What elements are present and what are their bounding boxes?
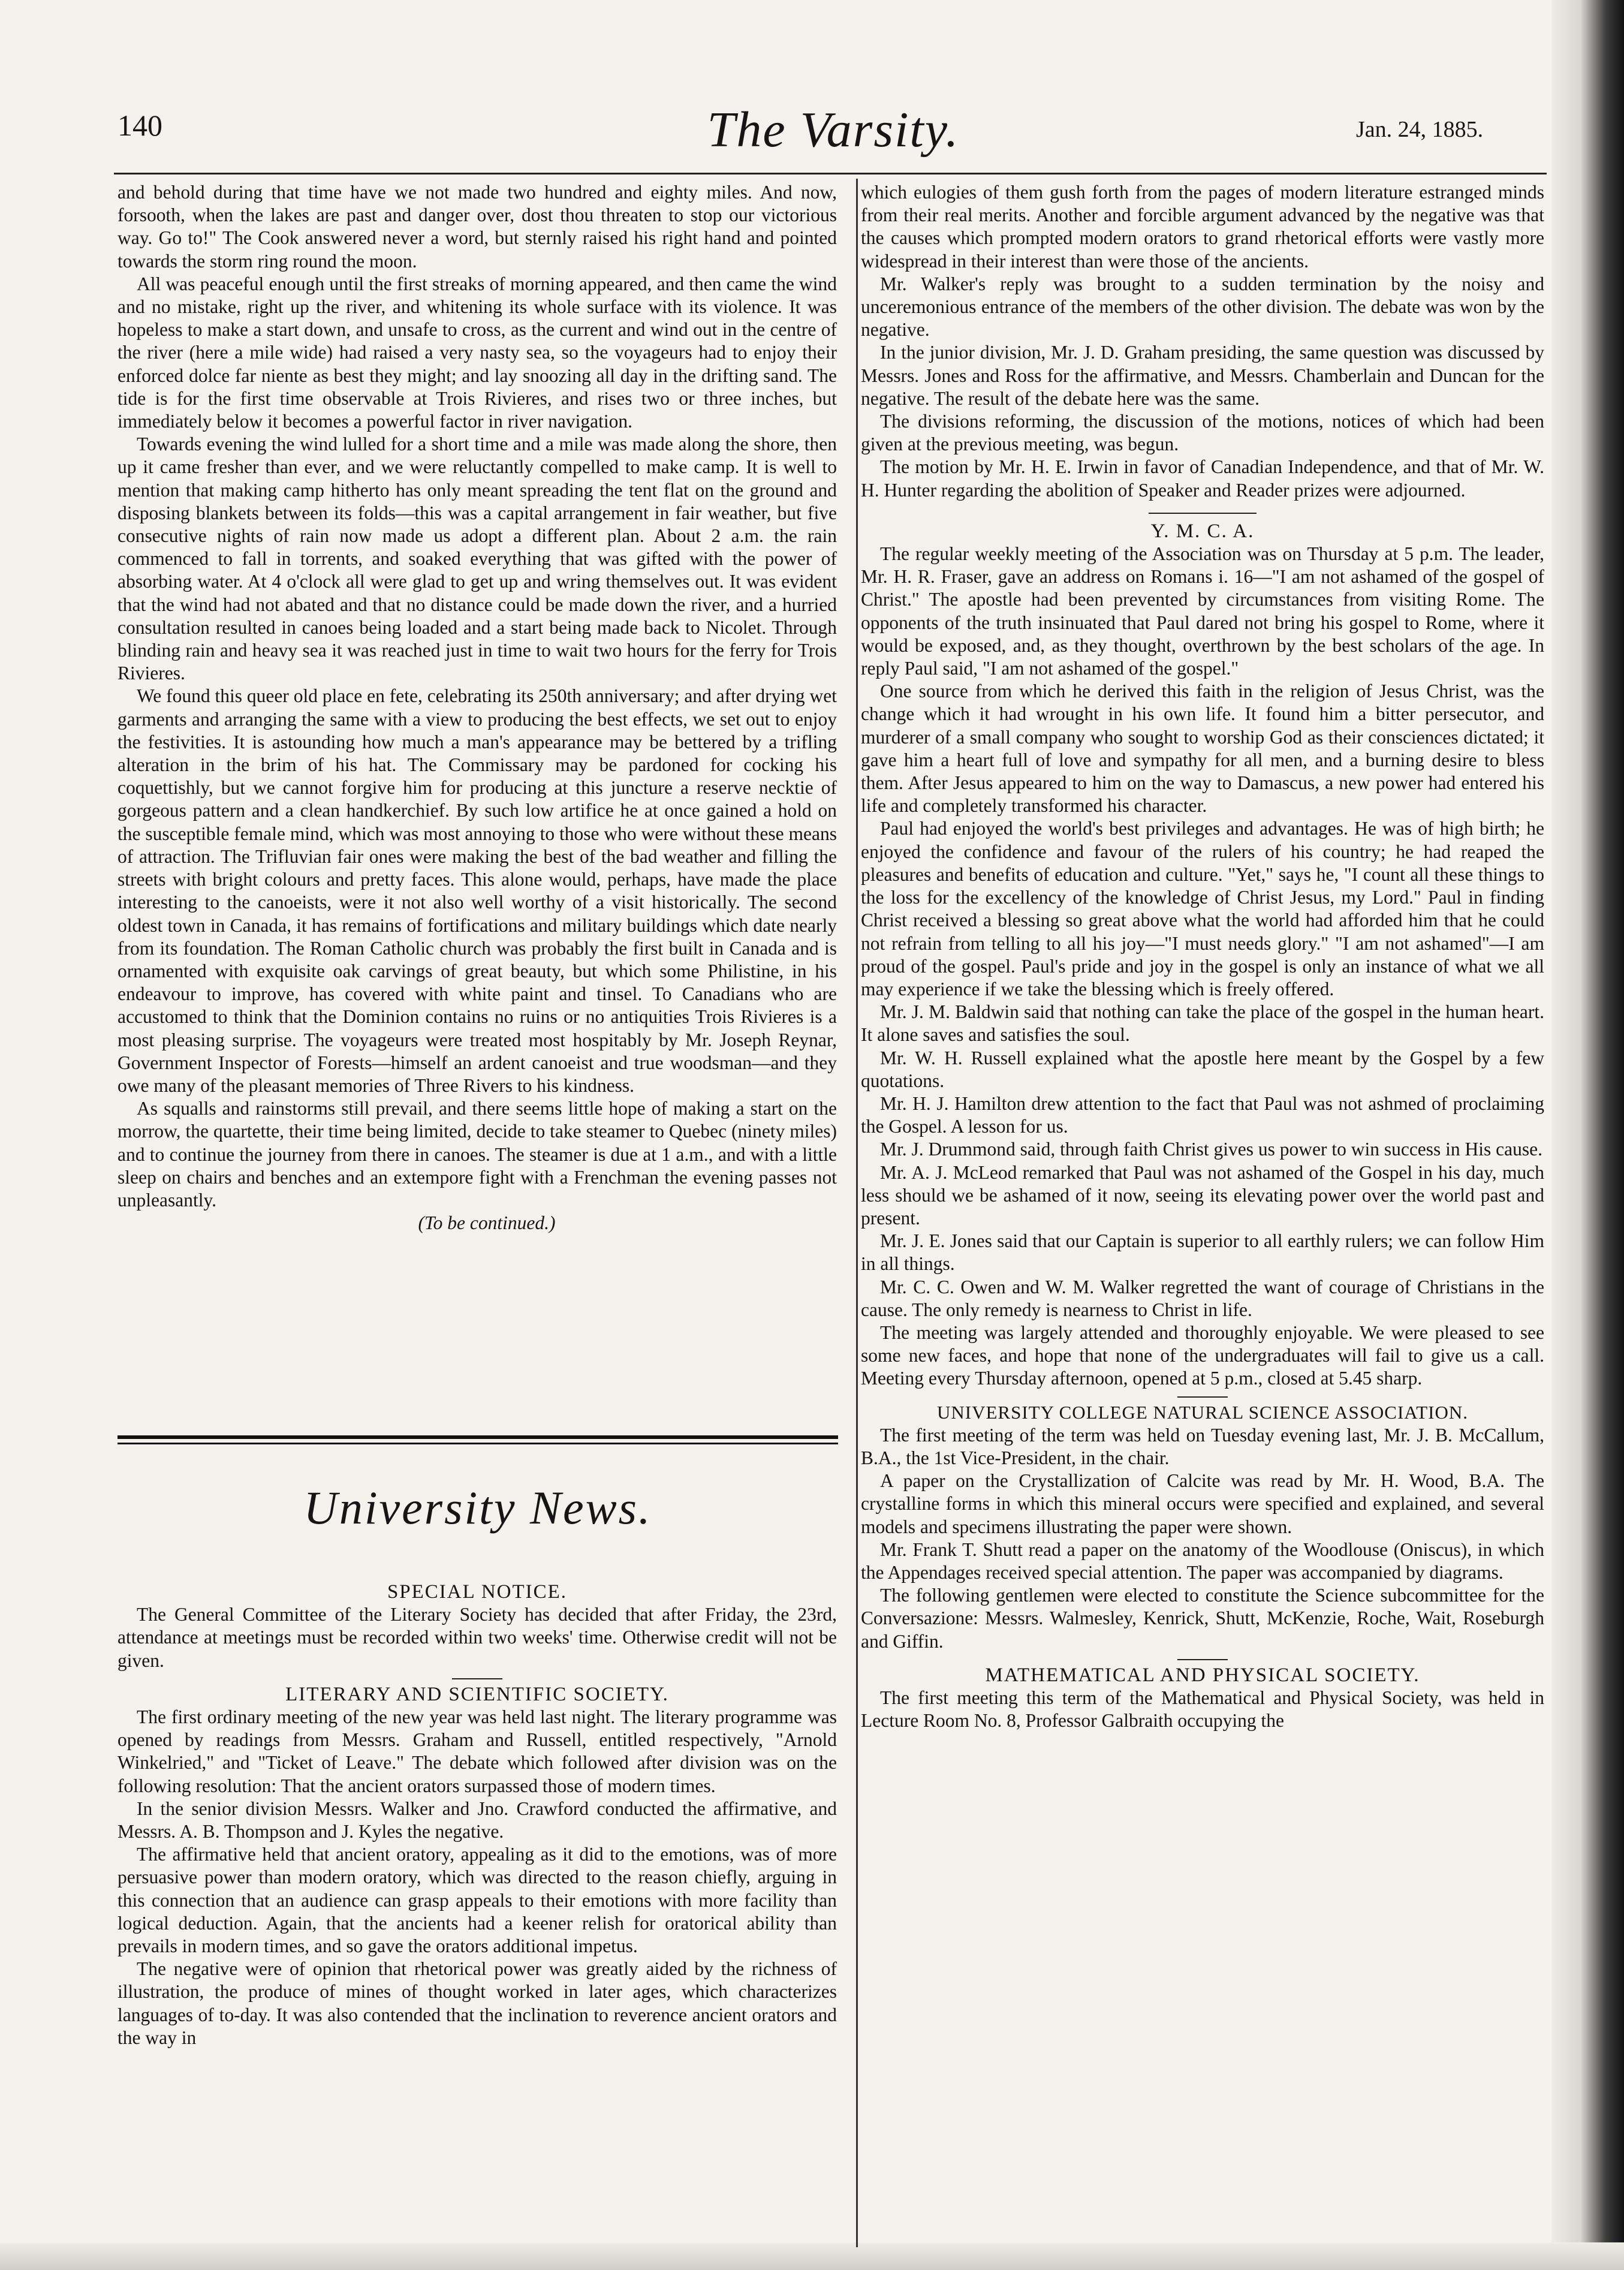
math-paragraph: The first meeting this term of the Mathematical and Physical Society, was held in Lecture Room No. 8, Professor Galbraith occupying the [861,1687,1544,1732]
ymca-paragraph: Mr. J. Drummond said, through faith Christ gives us power to win success in His cause. [880,1139,1543,1160]
ymca-paragraph: The meeting was largely attended and thoroughly enjoyable. We were pleased to see some new faces, and hope that none of the undergraduates will fail to give us a call. Meeting every Thursday afternoon, opened at 5 p.m., closed at 5.45 sharp. [861,1321,1544,1389]
literary-paragraph: The first ordinary meeting of the new year was held last night. The literary programme was opened by readings from Messrs. Graham and Russell, entitled respectively, "Arnold Winkelried," and "Ticket of Leave." The debate which followed after division was on the following resolution: That the ancient orators surpassed those of modern times. [117,1706,837,1796]
page-number: 140 [117,109,162,142]
ymca-paragraph: Mr. C. C. Owen and W. M. Walker regretted the want of courage of Christians in the cause. The only remedy is nearness to Christ in life. [861,1276,1544,1320]
university-news-column [117,1580,837,2049]
short-rule [1177,1659,1228,1660]
short-rule [452,1678,502,1679]
ymca-paragraph: Mr. J. E. Jones said that our Captain is superior to all earthly rulers; we can follow Him in all things. [861,1230,1544,1275]
natsci-paragraph: The first meeting of the term was held on Tuesday evening last, Mr. J. B. McCallum, B.A., the 1st Vice-President, in the chair. [861,1424,1544,1468]
literary-society-heading: LITERARY AND SCIENTIFIC SOCIETY. [285,1683,669,1705]
article-paragraph: As squalls and rainstorms still prevail, and there seems little hope of making a start on the morrow, the quartette, their time being limited, decide to take steamer to Quebec (ninety miles) and to continue the journey from there in canoes. The steamer is due at 1 a.m., and with a little sleep on chairs and benches and an extempore fight with a Frenchman the evening passes not unpleasantly. [117,1098,837,1211]
issue-date: Jan. 24, 1885. [1356,117,1484,142]
left-column-article [117,181,837,1235]
special-notice-text: The General Committee of the Literary Society has decided that after Friday, the 23rd, attendance at meetings must be recorded within two weeks' time. Otherwise credit will not be given. [117,1604,837,1671]
ymca-paragraph: The regular weekly meeting of the Association was on Thursday at 5 p.m. The leader, Mr. H. R. Fraser, gave an address on Romans i. 16—"I am not ashamed of the gospel of Christ." The apostle had been prevented by circumstances from visiting Rome. The opponents of the truth insinuated that Paul dared not bring his gospel to Rome, where it would be exposed, and, as they thought, overthrown by the best scholars of the age. In reply Paul said, "I am not ashamed of the gospel." [861,543,1544,679]
header-rule [114,173,1547,174]
debate-paragraph: In the junior division, Mr. J. D. Graham presiding, the same question was discussed by Messrs. Jones and Ross for the affirmative, and Messrs. Chamberlain and Duncan for the negative. The result of the debate here was the same. [861,342,1544,409]
page-edge-shadow [1551,0,1624,2270]
debate-paragraph: which eulogies of them gush forth from the pages of modern literature estranged minds from their real merits. Another and forcible argument advanced by the negative was that the causes which prompted modern orators to grand rhetorical efforts were vastly more widespread in their interest than were those of the ancients. [861,182,1544,272]
ymca-paragraph: Mr. A. J. McLeod remarked that Paul was not ashamed of the Gospel in his day, much less should we be ashamed of it now, seeing its elevating power over the world past and present. [861,1161,1544,1229]
natsci-paragraph: Mr. Frank T. Shutt read a paper on the anatomy of the Woodlouse (Oniscus), in which the Appendages received special attention. The paper was accompanied by diagrams. [861,1539,1544,1583]
ymca-paragraph: Mr. W. H. Russell explained what the apostle here meant by the Gospel by a few quotations. [861,1047,1544,1091]
literary-paragraph: The negative were of opinion that rhetorical power was greatly aided by the richness of illustration, the produce of mines of thought worked in later ages, which characterizes languages of to-day. It was also contended that the inclination to reverence ancient orators and the way in [117,1958,837,2048]
right-column [861,181,1544,1732]
literary-paragraph: In the senior division Messrs. Walker and Jno. Crawford conducted the affirmative, and Messrs. A. B. Thompson and J. Kyles the negative. [117,1798,837,1843]
column-divider [856,179,858,2247]
university-news-title: University News. [303,1482,652,1534]
masthead-title: The Varsity. [707,102,960,158]
natsci-paragraph: The following gentlemen were elected to constitute the Science subcommittee for the Conversazione: Messrs. Walmesley, Kenrick, Shutt, McKenzie, Roche, Wait, Roseburgh and Giffin. [861,1585,1544,1652]
math-society-heading: MATHEMATICAL AND PHYSICAL SOCIETY. [985,1664,1420,1686]
ymca-paragraph: One source from which he derived this faith in the religion of Jesus Christ, was the change which it had wrought in his own life. It found him a bitter persecutor, and murderer of a small company who sought to worship God as their consciences dictated; it gave him a heart full of love and sympathy for all men, and a burning desire to bless them. After Jesus appeared to him on the way to Damascus, a new power had entered his life and completely transformed his character. [861,681,1544,817]
literary-paragraph: The affirmative held that ancient oratory, appealing as it did to the emotions, was of more persuasive power than modern oratory, which was directed to the reason chiefly, arguing in this connection that an audience can grasp appeals to their emotions with more facility than logical deduction. Again, that the ancients had a keener relish for oratorical ability than prevails in modern times, and so gave the orators additional impetus. [117,1844,837,1957]
page-bottom-edge [0,2242,1624,2270]
short-rule [1177,1396,1228,1398]
ymca-paragraph: Paul had enjoyed the world's best privileges and advantages. He was of high birth; he enjoyed the confidence and favour of the rulers of his country; he had reaped the pleasures and benefits of education and culture. "Yet," says he, "I count all these things to the loss for the excellency of the knowledge of Christ Jesus, my Lord." Paul in finding Christ received a blessing so great above what the world had afforded him that he could not refrain from telling to all his joy—"I must needs glory." "I am not ashamed"—I am proud of the gospel. Paul's pride and joy in the gospel is only an instance of what we all may experience if we take the blessing which is freely offered. [861,818,1544,999]
ymca-paragraph: Mr. H. J. Hamilton drew attention to the fact that Paul was not ashmed of proclaiming the Gospel. A lesson for us. [861,1092,1544,1137]
section-separator [117,1435,838,1444]
debate-paragraph: The motion by Mr. H. E. Irwin in favor of Canadian Independence, and that of Mr. W. H. Hunter regarding the abolition of Speaker and Reader prizes were adjourned. [861,456,1544,501]
special-notice-heading: SPECIAL NOTICE. [387,1581,568,1603]
natsci-paragraph: A paper on the Crystallization of Calcite was read by Mr. H. Wood, B.A. The crystalline forms in which this mineral occurs were specified and explained, and several models and specimens illustrating the paper were shown. [861,1470,1544,1537]
article-paragraph: All was peaceful enough until the first streaks of morning appeared, and then came the wind and no mistake, right up the river, and whitening its whole surface with its violence. It was hopeless to make a start down, and unsafe to cross, as the current and wind out in the centre of the river (here a mile wide) had raised a very nasty sea, so the voyageurs had to enjoy their enforced dolce far niente as best they might; and lay snoozing all day in the drifting sand. The tide is for the first time observable at Trois Rivieres, and rises two or three inches, but immediately below it becomes a powerful factor in river navigation. [117,273,837,432]
article-paragraph: and behold during that time have we not made two hundred and eighty miles. And now, forsooth, when the lakes are past and danger over, dost thou threaten to stop our victorious way. Go to!" The Cook answered never a word, but sternly raised his right hand and pointed towards the storm ring round the moon. [117,182,837,272]
short-rule [1149,513,1257,514]
to-be-continued: (To be continued.) [418,1212,556,1234]
ymca-paragraph: Mr. J. M. Baldwin said that nothing can take the place of the gospel in the human heart. It alone saves and satisfies the soul. [861,1001,1544,1046]
natural-science-heading: UNIVERSITY COLLEGE NATURAL SCIENCE ASSOCIATION. [937,1401,1468,1423]
debate-paragraph: Mr. Walker's reply was brought to a sudden termination by the noisy and unceremonious entrance of the members of the other division. The debate was won by the negative. [861,273,1544,341]
article-paragraph: We found this queer old place en fete, celebrating its 250th anniversary; and after drying wet garments and arranging the same with a view to producing the best effects, we set out to enjoy the festivities. It is astounding how much a man's appearance may be bettered by a trifling alteration in the brim of his hat. The Commissary may be pardoned for cocking his coquettishly, but we cannot forgive him for producing at this juncture a reserve necktie of gorgeous pattern and a clean handkerchief. By such low artifice he at once gained a hold on the susceptible female mind, which was most annoying to those who were without these means of attraction. The Trifluvian fair ones were making the best of the bad weather and filling the streets with bright colours and pretty faces. This alone would, perhaps, have made the place interesting to the canoeists, were it not also well worthy of a visit historically. The second oldest town in Canada, it has remains of fortifications and military buildings which date nearly from its foundation. The Roman Catholic church was probably the first built in Canada and is ornamented with exquisite oak carvings of great beauty, but which some Philistine, in his endeavour to improve, has covered with white paint and tinsel. To Canadians who are accustomed to think that the Dominion contains no ruins or no antiquities Trois Rivieres is a most pleasing surprise. The voyageurs were treated most hospitably by Mr. Joseph Reynar, Government Inspector of Forests—himself an ardent canoeist and true woodsman—and they owe many of the pleasant memories of Three Rivers to his kindness. [117,685,837,1096]
article-paragraph: Towards evening the wind lulled for a short time and a mile was made along the shore, then up it came fresher than ever, and we were reluctantly compelled to make camp. It is well to mention that making camp hitherto has only meant spreading the tent flat on the ground and disposing blankets between its folds—this was a capital arrangement in fair weather, but five consecutive nights of rain now made us adopt a different plan. About 2 a.m. the rain commenced to fall in torrents, and soaked everything that was gifted with the power of absorbing water. At 4 o'clock all were glad to get up and wring themselves out. It was evident that the wind had not abated and that no distance could be made down the river, and a hurried consultation resulted in canoes being loaded and a start being made back to Nicolet. Through blinding rain and heavy sea it was reached just in time to wait two hours for the ferry for Trois Rivieres. [117,433,837,684]
ymca-heading: Y. M. C. A. [1150,520,1255,542]
debate-paragraph: The divisions reforming, the discussion of the motions, notices of which had been given at the previous meeting, was begun. [861,411,1544,455]
